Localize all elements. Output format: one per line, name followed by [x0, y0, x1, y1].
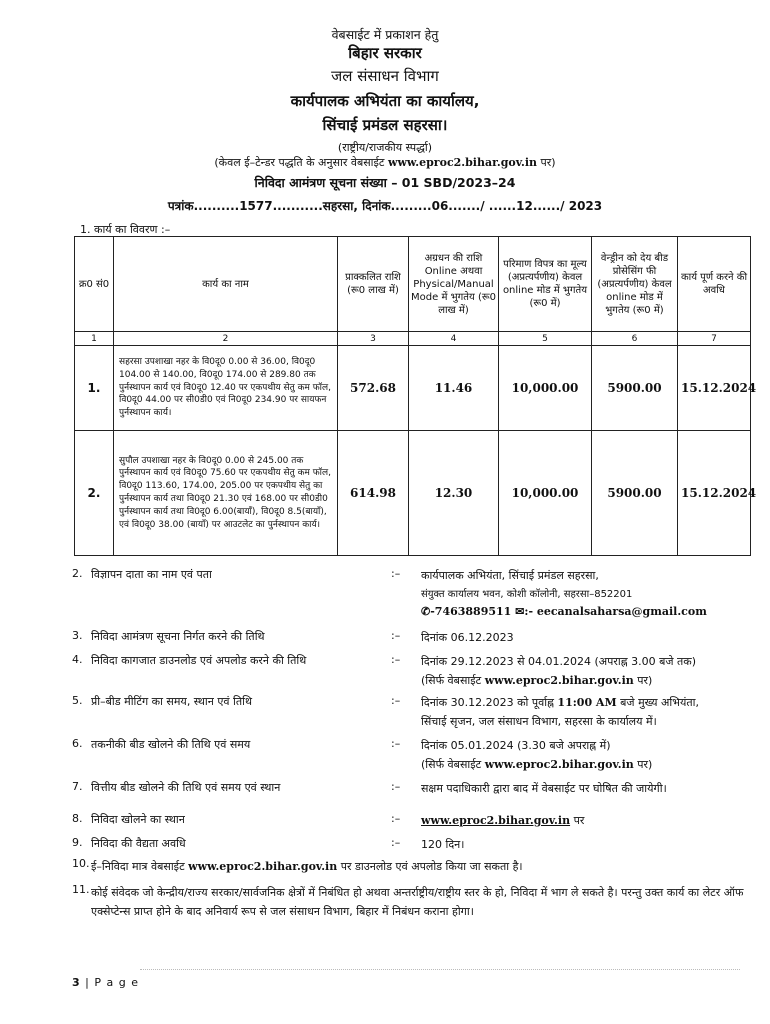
col-header-fee: वेन्ड्रीन को देय बीड प्रोसेसिंग फी (अप्रत्यर्पणीय) केवल online मोड में भुगतेय (रू0 में) — [592, 237, 678, 332]
col-number: 7 — [678, 332, 751, 346]
col-number: 5 — [499, 332, 592, 346]
item-label: निविदा आमंत्रण सूचना निर्गत करने की तिथि — [91, 630, 265, 643]
etender-note-text: (केवल ई–टेन्डर पद्धति के अनुसार वेबसाईट — [214, 156, 388, 169]
value-line2: सिंचाई सृजन, जल संसाधन विभाग, सहरसा के कार्यालय में। — [421, 714, 657, 728]
col-header-work-name: कार्य का नाम — [114, 237, 338, 332]
col-header-estimate: प्राक्कलित राशि (रू0 लाख में) — [338, 237, 409, 332]
item-label: निविदा की वैद्यता अवधि — [91, 837, 186, 850]
item-text: कोई संवेदक जो केन्द्रीय/राज्य सरकार/सार्वजनिक क्षेत्रों में निबंधित हो अथवा अन्तर्राष्ट्रीय/राष्ट्रीय स्तर के हो, निविदा में भाग ले सकते है। परन्तु उक्त कार्य का लेटर ऑफ एक्सेप्टेन्स प्राप्त होने के बाद अनिवार्य रूप से जल संसाधन विभाग, बिहार में निबंधन कराना होगा। — [91, 886, 744, 919]
advertiser-line1: कार्यपालक अभियंता, सिंचाई प्रमंडल सहरसा, — [421, 569, 599, 582]
item-label: वित्तीय बीड खोलने की तिथि एवं समय एवं स्थान — [91, 781, 281, 794]
item-number: 11. — [72, 883, 90, 896]
cell-earnest: 12.30 — [409, 431, 499, 556]
page-number: 3 — [72, 976, 81, 989]
etender-url-link[interactable]: www.eproc2.bihar.gov.in — [387, 156, 538, 169]
website-link[interactable]: www.eproc2.bihar.gov.in — [421, 814, 571, 827]
cell-earnest: 11.46 — [409, 346, 499, 431]
table-column-numbers-row — [75, 332, 751, 346]
website-link[interactable]: www.eproc2.bihar.gov.in — [484, 757, 634, 771]
website-link[interactable]: www.eproc2.bihar.gov.in — [188, 860, 338, 873]
value-line1: दिनांक 29.12.2023 से 04.01.2024 (अपराह्न 3.00 बजे तक) — [421, 655, 697, 668]
col-number: 2 — [114, 332, 338, 346]
email-address[interactable]: :- eecanalsaharsa@gmail.com — [524, 604, 707, 618]
item-separator: :– — [391, 694, 401, 707]
value-line1 — [421, 694, 751, 713]
value-text: दिनांक 30.12.2023 को पूर्वाह्न — [421, 696, 558, 709]
table-row — [75, 346, 751, 431]
page-footer — [72, 976, 139, 989]
item-text — [91, 857, 751, 876]
meeting-time: 11:00 AM — [557, 696, 617, 709]
item-value — [421, 694, 751, 731]
item-number: 4. — [72, 653, 83, 666]
col-number: 4 — [409, 332, 499, 346]
cell-fee: 5900.00 — [592, 431, 678, 556]
item-text-start: ई–निविदा मात्र वेबसाईट — [91, 860, 189, 873]
item-value: 120 दिन। — [421, 838, 465, 851]
item-number: 3. — [72, 629, 83, 642]
item-separator: :– — [391, 629, 401, 642]
item-value — [421, 737, 751, 774]
value-line2 — [421, 672, 751, 691]
cell-work-name: सहरसा उपशाखा नहर के वि0दू0 0.00 से 36.00, वि0दू0 104.00 से 140.00, वि0दू0 174.00 से 289.80 तक पुर्नस्थापन कार्य एवं वि0दू0 12.40 पर एकपथीय सेतु कम फॉल, वि0दू0 44.00 पर सी0डी0 एवं नि0दू0 234.90 पर सायफन पुर्नस्थापन कार्य। — [114, 346, 338, 431]
cell-bill-cost: 10,000.00 — [499, 346, 592, 431]
publication-note: वेबसाईट में प्रकाशन हेतु — [331, 27, 439, 42]
col-number: 1 — [75, 332, 114, 346]
value-text-end: पर — [570, 814, 585, 827]
item-separator: :– — [391, 780, 401, 793]
cell-period: 15.12.2024 — [678, 431, 751, 556]
advertiser-line2: संयुक्त कार्यालय भवन, कोशी कॉलोनी, सहरसा–852201 — [421, 588, 633, 600]
value-text-end: पर) — [633, 757, 653, 771]
email-icon: ✉ — [515, 604, 525, 618]
item-number: 9. — [72, 836, 83, 849]
competition-type: (राष्ट्रीय/राजकीय स्पर्द्धा) — [337, 141, 433, 154]
cell-estimate: 614.98 — [338, 431, 409, 556]
page-label: | P a g e — [80, 976, 139, 989]
table-row — [75, 431, 751, 556]
item-separator: :– — [391, 812, 401, 825]
col-header-period: कार्य पूर्ण करने की अवधि — [678, 237, 751, 332]
item-value — [421, 653, 751, 690]
advertiser-contact — [421, 603, 751, 622]
item-separator: :– — [391, 567, 401, 580]
value-text: (सिर्फ वेबसाईट — [421, 757, 485, 771]
cell-period: 15.12.2024 — [678, 346, 751, 431]
item-number: 8. — [72, 812, 83, 825]
col-number: 3 — [338, 332, 409, 346]
item-number: 6. — [72, 737, 83, 750]
government-name: बिहार सरकार — [348, 44, 422, 62]
item-label: तकनीकी बीड खोलने की तिथि एवं समय — [91, 738, 251, 751]
item-value — [421, 812, 751, 831]
notice-number: निविदा आमंत्रण सूचना संख्या – 01 SBD/2023–24 — [254, 175, 516, 190]
col-header-bill-cost: परिमाण विपत्र का मूल्य (अप्रत्यर्पणीय) केवल online मोड में भुगतेय (रू0 में) — [499, 237, 592, 332]
item-label: निविदा खोलने का स्थान — [91, 813, 185, 826]
item-number: 7. — [72, 780, 83, 793]
item-separator: :– — [391, 653, 401, 666]
value-text: (सिर्फ वेबसाईट — [421, 673, 485, 687]
section-title-work-details: 1. कार्य का विवरण :– — [80, 223, 171, 236]
value-line1: दिनांक 05.01.2024 (3.30 बजे अपराह्न में) — [421, 739, 611, 752]
letter-number: पत्रांक..........1577...........सहरसा, दिनांक.........06......./ ......12....../ 2023 — [167, 199, 603, 213]
cell-fee: 5900.00 — [592, 346, 678, 431]
cell-sn: 2. — [75, 431, 114, 556]
value-text-end: पर) — [633, 673, 653, 687]
item-value: दिनांक 06.12.2023 — [421, 631, 514, 644]
phone-number: -7463889511 — [430, 604, 512, 618]
item-number: 2. — [72, 567, 83, 580]
col-header-sn: क्र0 सं0 — [75, 237, 114, 332]
cell-sn: 1. — [75, 346, 114, 431]
item-number: 10. — [72, 857, 90, 870]
etender-note — [0, 155, 770, 170]
item-label: प्री–बीड मीटिंग का समय, स्थान एवं तिथि — [91, 695, 253, 708]
item-separator: :– — [391, 737, 401, 750]
phone-icon: ✆ — [421, 604, 431, 618]
col-number: 6 — [592, 332, 678, 346]
cell-work-name: सुपौल उपशाखा नहर के वि0दू0 0.00 से 245.00 तक पुर्नस्थापन कार्य एवं वि0दू0 75.60 पर एकपथीय सेतु कम फॉल, वि0दू0 113.60, 174.00, 205.00 पर एकपथीय सेतु का पुर्नस्थापन कार्य तथा वि0दू0 21.30 एवं 168.00 पर सी0डी0 पुर्नस्थापन कार्य तथा वि0दू0 6.00(बायाँ), वि0दू0 8.5(बायाँ), एवं वि0दू0 38.00 (बायाँ) पर आउटलेट का पुर्नस्थापन कार्य। — [114, 431, 338, 556]
item-text-end: पर डाउनलोड एवं अपलोड किया जा सकता है। — [337, 860, 523, 873]
cell-bill-cost: 10,000.00 — [499, 431, 592, 556]
works-table — [74, 236, 757, 556]
item-value — [421, 567, 751, 621]
item-label: विज्ञापन दाता का नाम एवं पता — [91, 568, 212, 581]
etender-note-end: पर) — [537, 156, 556, 169]
division-name: सिंचाई प्रमंडल सहरसा। — [322, 116, 448, 134]
item-separator: :– — [391, 836, 401, 849]
cell-estimate: 572.68 — [338, 346, 409, 431]
item-number: 5. — [72, 694, 83, 707]
table-header-row — [75, 237, 751, 332]
item-value: सक्षम पदाधिकारी द्वारा बाद में वेबसाईट पर घोषित की जायेगी। — [421, 782, 667, 795]
footer-divider — [140, 969, 740, 970]
office-name: कार्यपालक अभियंता का कार्यालय, — [290, 92, 480, 110]
department-name: जल संसाधन विभाग — [331, 67, 439, 85]
value-text-end: बजे मुख्य अभियंता, — [616, 696, 699, 709]
value-line2 — [421, 756, 751, 775]
col-header-earnest: अग्रधन की राशि Online अथवा Physical/Manual Mode में भुगतेय (रू0 लाख में) — [409, 237, 499, 332]
website-link[interactable]: www.eproc2.bihar.gov.in — [484, 673, 634, 687]
item-label: निविदा कागजात डाउनलोड एवं अपलोड करने की तिथि — [91, 654, 307, 667]
